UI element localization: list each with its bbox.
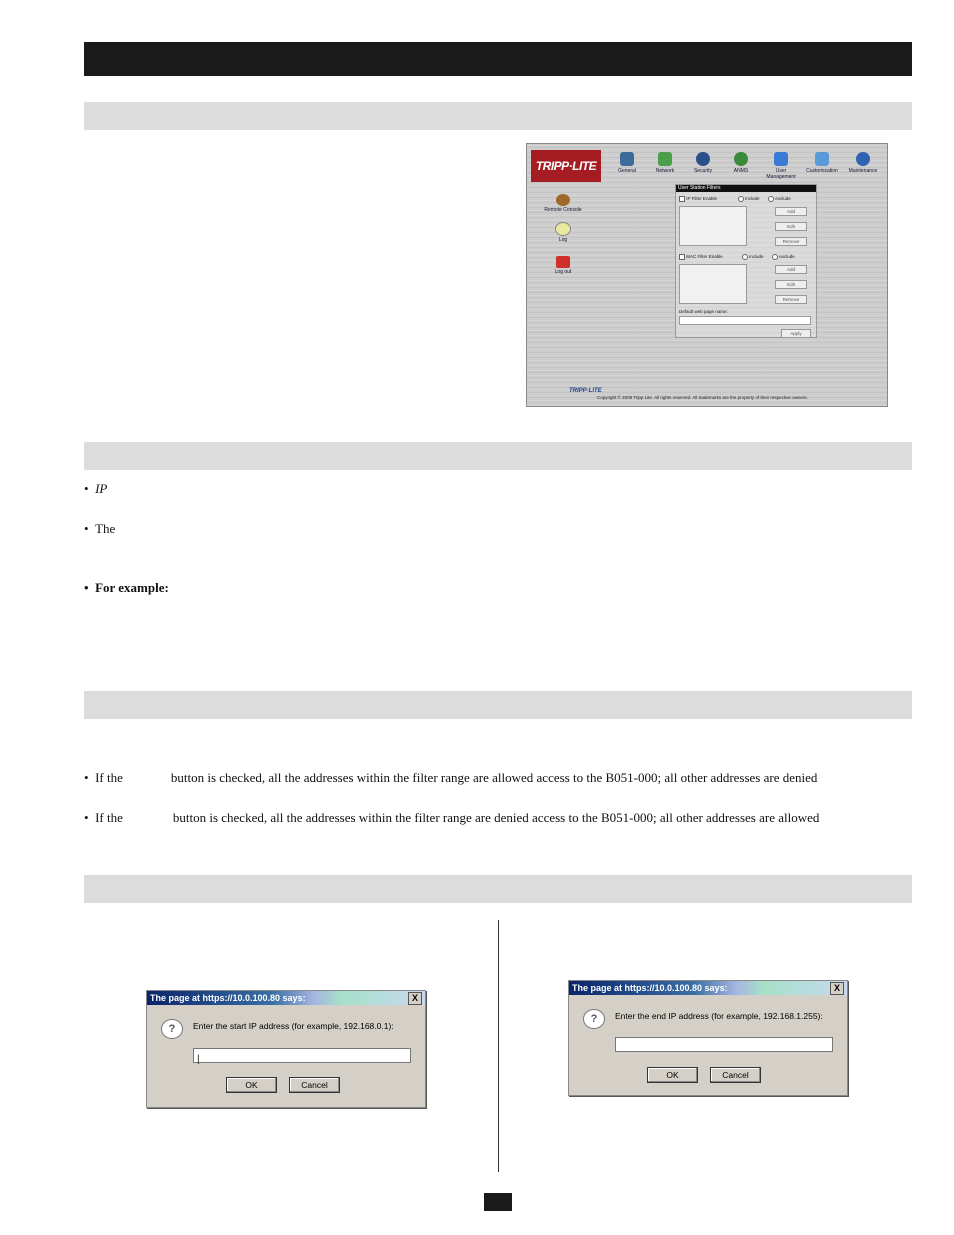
copyright-text: Copyright © 2008 Tripp Lite. All rights reserved. All trademarks are the property of their respective owners. xyxy=(597,395,808,400)
cancel-button[interactable]: Cancel xyxy=(710,1067,761,1083)
footer-logo: TRIPP·LITE xyxy=(569,388,602,394)
logout-icon xyxy=(556,256,570,268)
mac-exclude-radio[interactable]: exclude xyxy=(772,254,795,260)
side-log[interactable]: Log xyxy=(539,222,587,243)
section-band-3 xyxy=(84,691,912,719)
mac-edit-button[interactable]: Edit xyxy=(775,280,807,289)
wrench-icon xyxy=(856,152,870,166)
end-ip-dialog xyxy=(568,980,848,1096)
bullet-mark: • xyxy=(84,770,96,785)
example-label: For example: xyxy=(95,580,169,595)
tripp-lite-logo: TRIPP·LITE xyxy=(531,150,601,182)
bullet-mark: • xyxy=(84,810,96,825)
mac-add-button[interactable]: Add xyxy=(775,265,807,274)
nav-anms[interactable]: ANMS xyxy=(721,152,761,174)
dialog-title: The page at https://10.0.100.80 says: xyxy=(569,981,847,995)
filters-panel xyxy=(675,184,817,338)
page-number-box xyxy=(484,1193,512,1211)
default-page-input[interactable] xyxy=(679,316,811,325)
side-remote-console[interactable]: Remote Console xyxy=(539,194,587,213)
if-the-label: If the xyxy=(95,770,123,785)
exclude-description: button is checked, all the addresses within the filter range are denied access to the B051-000; all other addresses are allowed xyxy=(172,810,820,825)
bullet-mark: • xyxy=(84,521,96,536)
default-page-label: Default web page name: xyxy=(679,309,728,314)
close-icon[interactable]: X xyxy=(830,982,844,995)
ip-remove-button[interactable]: Remove xyxy=(775,237,807,246)
ip-include-radio[interactable]: include xyxy=(738,196,760,202)
ip-filter-list[interactable] xyxy=(679,206,747,246)
apply-button[interactable]: Apply xyxy=(781,329,811,338)
ok-button[interactable]: OK xyxy=(647,1067,698,1083)
ip-exclude-radio[interactable]: exclude xyxy=(768,196,791,202)
bullet-exclude xyxy=(84,810,912,826)
general-icon xyxy=(620,152,634,166)
the-label: The xyxy=(95,521,116,536)
include-description: button is checked, all the addresses within the filter range are allowed access to the B051-000; all other addresses are denied xyxy=(170,770,818,785)
tools-icon xyxy=(815,152,829,166)
section-band-1 xyxy=(84,102,912,130)
mac-filter-list[interactable] xyxy=(679,264,747,304)
if-the-label: If the xyxy=(95,810,123,825)
bullet-example xyxy=(84,580,169,596)
radio-icon xyxy=(768,196,774,202)
bullet-include xyxy=(84,770,912,786)
mac-remove-button[interactable]: Remove xyxy=(775,295,807,304)
panel-title: User Station Filters xyxy=(676,185,816,192)
input-caret: | xyxy=(197,1054,200,1065)
section-band-4 xyxy=(84,875,912,903)
users-icon xyxy=(774,152,788,166)
nav-security[interactable]: Security xyxy=(683,152,723,174)
user-station-filters-screenshot xyxy=(526,143,888,407)
nav-general[interactable]: General xyxy=(607,152,647,174)
ip-add-button[interactable]: Add xyxy=(775,207,807,216)
page-header-bar xyxy=(84,42,912,76)
nav-maintenance[interactable]: Maintenance xyxy=(843,152,883,174)
ip-filter-row: IP Filter Enable xyxy=(679,196,717,202)
lock-icon xyxy=(696,152,710,166)
network-icon xyxy=(658,152,672,166)
coffee-icon xyxy=(556,194,570,206)
side-logout[interactable]: Log out xyxy=(539,256,587,275)
mac-filter-row: MAC Filter Enable xyxy=(679,254,723,260)
clock-icon xyxy=(555,222,571,236)
question-icon: ? xyxy=(583,1009,605,1029)
mac-filter-checkbox[interactable] xyxy=(679,254,685,260)
start-ip-dialog xyxy=(146,990,426,1108)
dialog-title: The page at https://10.0.100.80 says: xyxy=(147,991,425,1005)
ok-button[interactable]: OK xyxy=(226,1077,277,1093)
nav-network[interactable]: Network xyxy=(645,152,685,174)
ip-filter-checkbox[interactable] xyxy=(679,196,685,202)
radio-icon xyxy=(742,254,748,260)
section-band-2 xyxy=(84,442,912,470)
globe-icon xyxy=(734,152,748,166)
bullet-mark: • xyxy=(84,481,96,496)
ip-label: IP xyxy=(95,481,108,496)
cancel-button[interactable]: Cancel xyxy=(289,1077,340,1093)
dialog-prompt: Enter the end IP address (for example, 192.168.1.255): xyxy=(615,1011,823,1021)
bullet-mark: • xyxy=(84,580,96,595)
bullet-ip xyxy=(84,481,107,497)
ip-edit-button[interactable]: Edit xyxy=(775,222,807,231)
bullet-the xyxy=(84,521,115,537)
column-divider xyxy=(498,920,499,1172)
nav-customization[interactable]: Customization xyxy=(802,152,842,174)
radio-icon xyxy=(738,196,744,202)
nav-user-management[interactable]: User Management xyxy=(761,152,801,180)
mac-include-radio[interactable]: include xyxy=(742,254,764,260)
radio-icon xyxy=(772,254,778,260)
question-icon: ? xyxy=(161,1019,183,1039)
close-icon[interactable]: X xyxy=(408,992,422,1005)
dialog-prompt: Enter the start IP address (for example, 192.168.0.1): xyxy=(193,1021,394,1031)
start-ip-input[interactable] xyxy=(193,1048,411,1063)
end-ip-input[interactable] xyxy=(615,1037,833,1052)
